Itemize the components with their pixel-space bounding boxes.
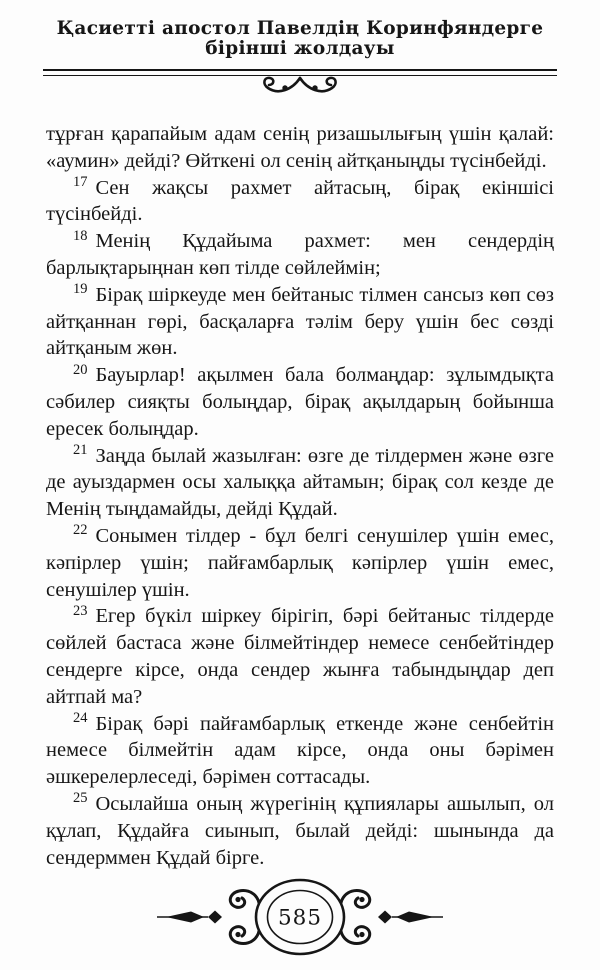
verse-number: 22	[73, 522, 88, 539]
verse-text: тұрған қарапайым адам сенің ризашылығың үшін қалай: «аумин» дейді? Өйткені ол сенің айтқаныңды түсінбейді.	[46, 123, 554, 172]
verse-paragraph	[46, 443, 554, 523]
scripture-text	[46, 121, 554, 871]
header-flourish-wrap	[0, 75, 600, 100]
verse-paragraph	[46, 175, 554, 229]
double-scroll-flourish-icon	[245, 75, 355, 100]
verse-number: 23	[73, 602, 88, 619]
verse-paragraph	[46, 362, 554, 442]
verse-text: Бірақ бәрі пайғамбарлық еткенде және сенбейтін немесе білмейтін адам кірсе, онда оны бәрімен әшкерелерлеседі, бәрімен соттасады.	[46, 712, 554, 789]
verse-text: Сен жақсы рахмет айтасың, бірақ екіншісі түсінбейді.	[46, 176, 554, 226]
verse-paragraph	[46, 603, 554, 710]
page-footer	[150, 872, 450, 962]
verse-paragraph	[46, 711, 554, 791]
verse-paragraph	[46, 121, 554, 175]
verse-text: Сонымен тілдер - бұл белгі сенушілер үшін емес, кәпірлер үшін; пайғамбарлық кәпірлер үшін емес, сенушілер үшін.	[46, 524, 554, 601]
verse-paragraph	[46, 523, 554, 603]
verse-number: 21	[73, 442, 88, 459]
verse-number: 25	[73, 790, 88, 807]
verse-text: Егер бүкіл шіркеу бірігіп, бәрі бейтаныс тілдерде сөйлей бастаса және білмейтіндер немесе сенбейтіндер сендерге кірсе, онда сендер жынға табындыңдар деп айтпай ма?	[46, 605, 554, 708]
verse-text: Бауырлар! ақылмен бала болмаңдар: зұлымдықта сәбилер сияқты болыңдар, бірақ ақылдарың бойынша ересек болыңдар.	[46, 364, 554, 440]
page-number-cartouche-icon	[150, 872, 450, 962]
verse-text: Заңда былай жазылған: өзге де тілдермен және өзге де ауыздармен осы халыққа айтамын; бірақ сол кезде де Менің тыңдамайды, дейді Құдай.	[46, 444, 554, 521]
verse-paragraph	[46, 282, 554, 362]
verse-number: 17	[73, 174, 88, 191]
verse-number: 20	[73, 361, 88, 378]
book-title-line2: бірінші жолдауы	[205, 38, 395, 59]
running-header	[0, 0, 600, 100]
book-title	[0, 19, 600, 59]
book-title-line1: Қасиетті апостол Павелдің Коринфяндерге	[56, 18, 544, 39]
verse-text: Осылайша оның жүрегінің құпиялары ашылып, ол құлап, Құдайға сиынып, былай дейді: шынында да сендерммен Құдай бірге.	[46, 792, 554, 869]
verse-paragraph	[46, 228, 554, 282]
verse-paragraph	[46, 791, 554, 871]
verse-number: 18	[73, 227, 88, 244]
verse-text: Бірақ шіркеуде мен бейтаныс тілмен сансыз көп сөз айтқаннан гөрі, басқаларға тәлім беру үшін бес сөзді айтқаным жөн.	[46, 283, 554, 360]
verse-number: 24	[73, 710, 88, 727]
verse-text: Менің Құдайыма рахмет: мен сендердің барлықтарыңнан көп тілде сөйлеймін;	[46, 230, 554, 279]
page-number: 585	[277, 905, 323, 931]
verse-number: 19	[73, 281, 88, 298]
